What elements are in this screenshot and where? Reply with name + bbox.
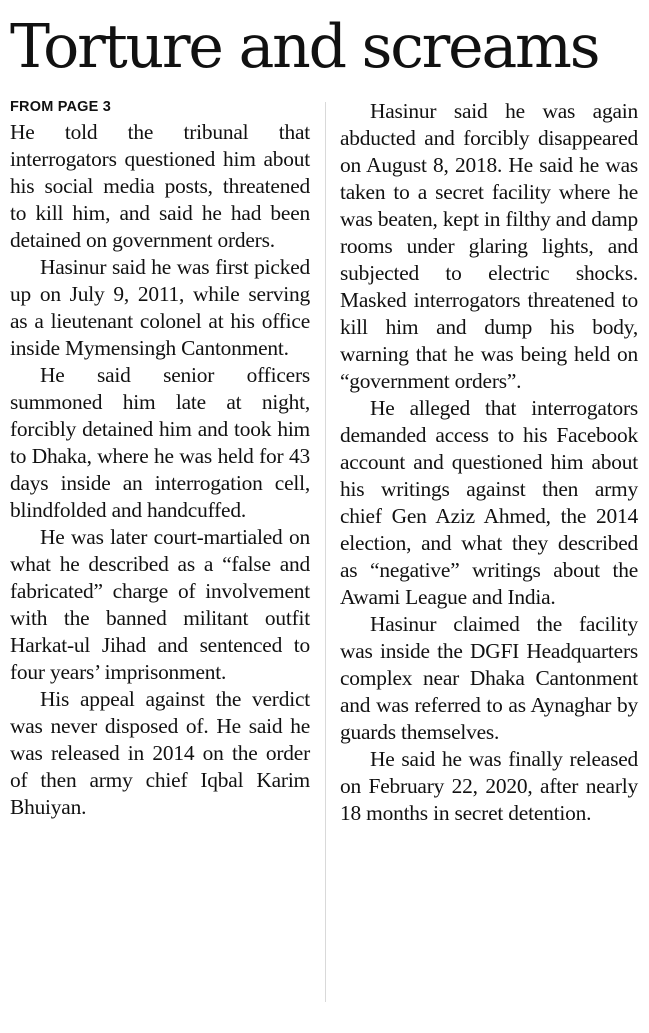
paragraph: Hasinur said he was again abducted and forcibly disappeared on August 8, 2018. He said he was taken to a secret facility where he was beaten, kept in filthy and damp rooms under glaring lights, and subjected to electric shocks. Masked interrogators threatened to kill him and dump his body, warning that he was being held on “government orders”. (340, 99, 638, 393)
paragraph: Hasinur said he was first picked up on July 9, 2011, while serving as a lieutenant colonel at his office inside Mymensingh Cantonment. (10, 255, 310, 360)
paragraph: His appeal against the verdict was never disposed of. He said he was released in 2014 on the order of then army chief Iqbal Karim Bhuiyan. (10, 687, 310, 819)
right-column (340, 98, 638, 827)
paragraph: Hasinur claimed the facility was inside the DGFI Headquarters complex near Dhaka Cantonment and was referred to as Aynaghar by guards themselves. (340, 612, 638, 744)
paragraph: He was later court-martialed on what he described as a “false and fabricated” charge of involvement with the banned militant outfit Harkat-ul Jihad and sentenced to four years’ imprisonment. (10, 525, 310, 684)
column-divider (325, 102, 326, 1002)
paragraph: He told the tribunal that interrogators questioned him about his social media posts, threatened to kill him, and said he had been detained on government orders. (10, 120, 310, 252)
paragraph: He said senior officers summoned him late at night, forcibly detained him and took him to Dhaka, where he was held for 43 days inside an interrogation cell, blindfolded and handcuffed. (10, 363, 310, 522)
left-column (10, 97, 310, 821)
paragraph: He alleged that interrogators demanded access to his Facebook account and questioned him about his writings against then army chief Gen Aziz Ahmed, the 2014 election, and what they described as “negative” writings about the Awami League and India. (340, 396, 638, 609)
kicker-from-page: FROM PAGE 3 (10, 99, 112, 115)
headline: Torture and screams (10, 12, 599, 82)
paragraph: He said he was finally released on February 22, 2020, after nearly 18 months in secret detention. (340, 747, 638, 825)
